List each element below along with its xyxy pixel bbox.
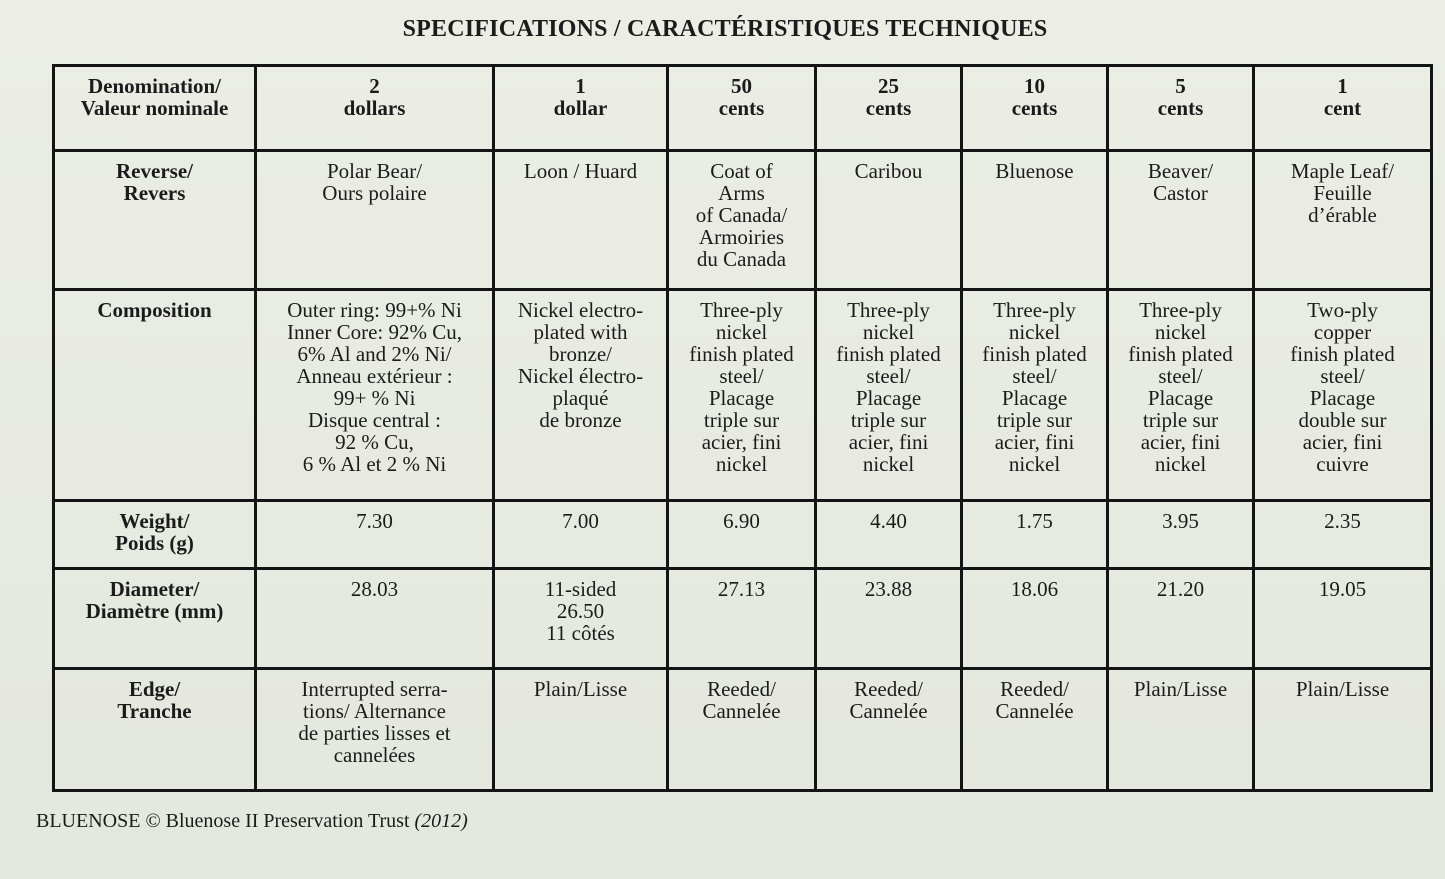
cell-edge: Reeded/ Cannelée <box>962 668 1108 790</box>
cell-edge: Plain/Lisse <box>494 668 668 790</box>
footer-text: BLUENOSE © Bluenose II Preservation Trust <box>36 810 415 832</box>
table-row-edge <box>54 668 1432 790</box>
cell-diameter: 23.88 <box>816 569 962 668</box>
cell-reverse: Beaver/ Castor <box>1108 150 1254 289</box>
table-row-denomination <box>54 66 1432 151</box>
cell-reverse: Maple Leaf/ Feuille d’érable <box>1254 150 1432 289</box>
table-row-diameter <box>54 569 1432 668</box>
cell-denomination: 10 cents <box>962 66 1108 151</box>
cell-reverse: Polar Bear/ Ours polaire <box>256 150 494 289</box>
cell-denomination: 1 dollar <box>494 66 668 151</box>
cell-diameter: 27.13 <box>668 569 816 668</box>
row-label-diameter: Diameter/ Diamètre (mm) <box>54 569 256 668</box>
table-row-reverse <box>54 150 1432 289</box>
cell-edge: Reeded/ Cannelée <box>668 668 816 790</box>
cell-diameter: 21.20 <box>1108 569 1254 668</box>
cell-edge: Interrupted serra- tions/ Alternance de parties lisses et cannelées <box>256 668 494 790</box>
cell-composition: Three-ply nickel finish plated steel/ Placage triple sur acier, fini nickel <box>668 289 816 500</box>
cell-composition: Nickel electro- plated with bronze/ Nickel électro- plaqué de bronze <box>494 289 668 500</box>
spec-table <box>52 64 1433 792</box>
cell-weight: 4.40 <box>816 500 962 568</box>
row-label-denomination: Denomination/ Valeur nominale <box>54 66 256 151</box>
cell-diameter: 11-sided 26.50 11 côtés <box>494 569 668 668</box>
cell-weight: 3.95 <box>1108 500 1254 568</box>
cell-edge: Plain/Lisse <box>1254 668 1432 790</box>
cell-denomination: 5 cents <box>1108 66 1254 151</box>
cell-reverse: Bluenose <box>962 150 1108 289</box>
cell-composition: Three-ply nickel finish plated steel/ Placage triple sur acier, fini nickel <box>1108 289 1254 500</box>
table-row-composition <box>54 289 1432 500</box>
cell-diameter: 28.03 <box>256 569 494 668</box>
footer-credit <box>36 810 468 833</box>
page-title: SPECIFICATIONS / CARACTÉRISTIQUES TECHNIQUES <box>402 16 1048 42</box>
cell-weight: 6.90 <box>668 500 816 568</box>
cell-denomination: 50 cents <box>668 66 816 151</box>
cell-denomination: 25 cents <box>816 66 962 151</box>
cell-edge: Plain/Lisse <box>1108 668 1254 790</box>
cell-reverse: Loon / Huard <box>494 150 668 289</box>
cell-composition: Two-ply copper finish plated steel/ Placage double sur acier, fini cuivre <box>1254 289 1432 500</box>
cell-weight: 7.30 <box>256 500 494 568</box>
row-label-edge: Edge/ Tranche <box>54 668 256 790</box>
row-label-composition: Composition <box>54 289 256 500</box>
row-label-weight: Weight/ Poids (g) <box>54 500 256 568</box>
cell-diameter: 18.06 <box>962 569 1108 668</box>
cell-weight: 1.75 <box>962 500 1108 568</box>
cell-weight: 7.00 <box>494 500 668 568</box>
cell-composition: Three-ply nickel finish plated steel/ Placage triple sur acier, fini nickel <box>816 289 962 500</box>
cell-edge: Reeded/ Cannelée <box>816 668 962 790</box>
cell-denomination: 1 cent <box>1254 66 1432 151</box>
cell-weight: 2.35 <box>1254 500 1432 568</box>
cell-diameter: 19.05 <box>1254 569 1432 668</box>
cell-reverse: Coat of Arms of Canada/ Armoiries du Canada <box>668 150 816 289</box>
cell-composition: Outer ring: 99+% Ni Inner Core: 92% Cu, 6% Al and 2% Ni/ Anneau extérieur : 99+ % Ni Disque central : 92 % Cu, 6 % Al et 2 % Ni <box>256 289 494 500</box>
row-label-reverse: Reverse/ Revers <box>54 150 256 289</box>
cell-reverse: Caribou <box>816 150 962 289</box>
cell-denomination: 2 dollars <box>256 66 494 151</box>
cell-composition: Three-ply nickel finish plated steel/ Placage triple sur acier, fini nickel <box>962 289 1108 500</box>
footer-year: (2012) <box>414 810 468 832</box>
table-row-weight <box>54 500 1432 568</box>
